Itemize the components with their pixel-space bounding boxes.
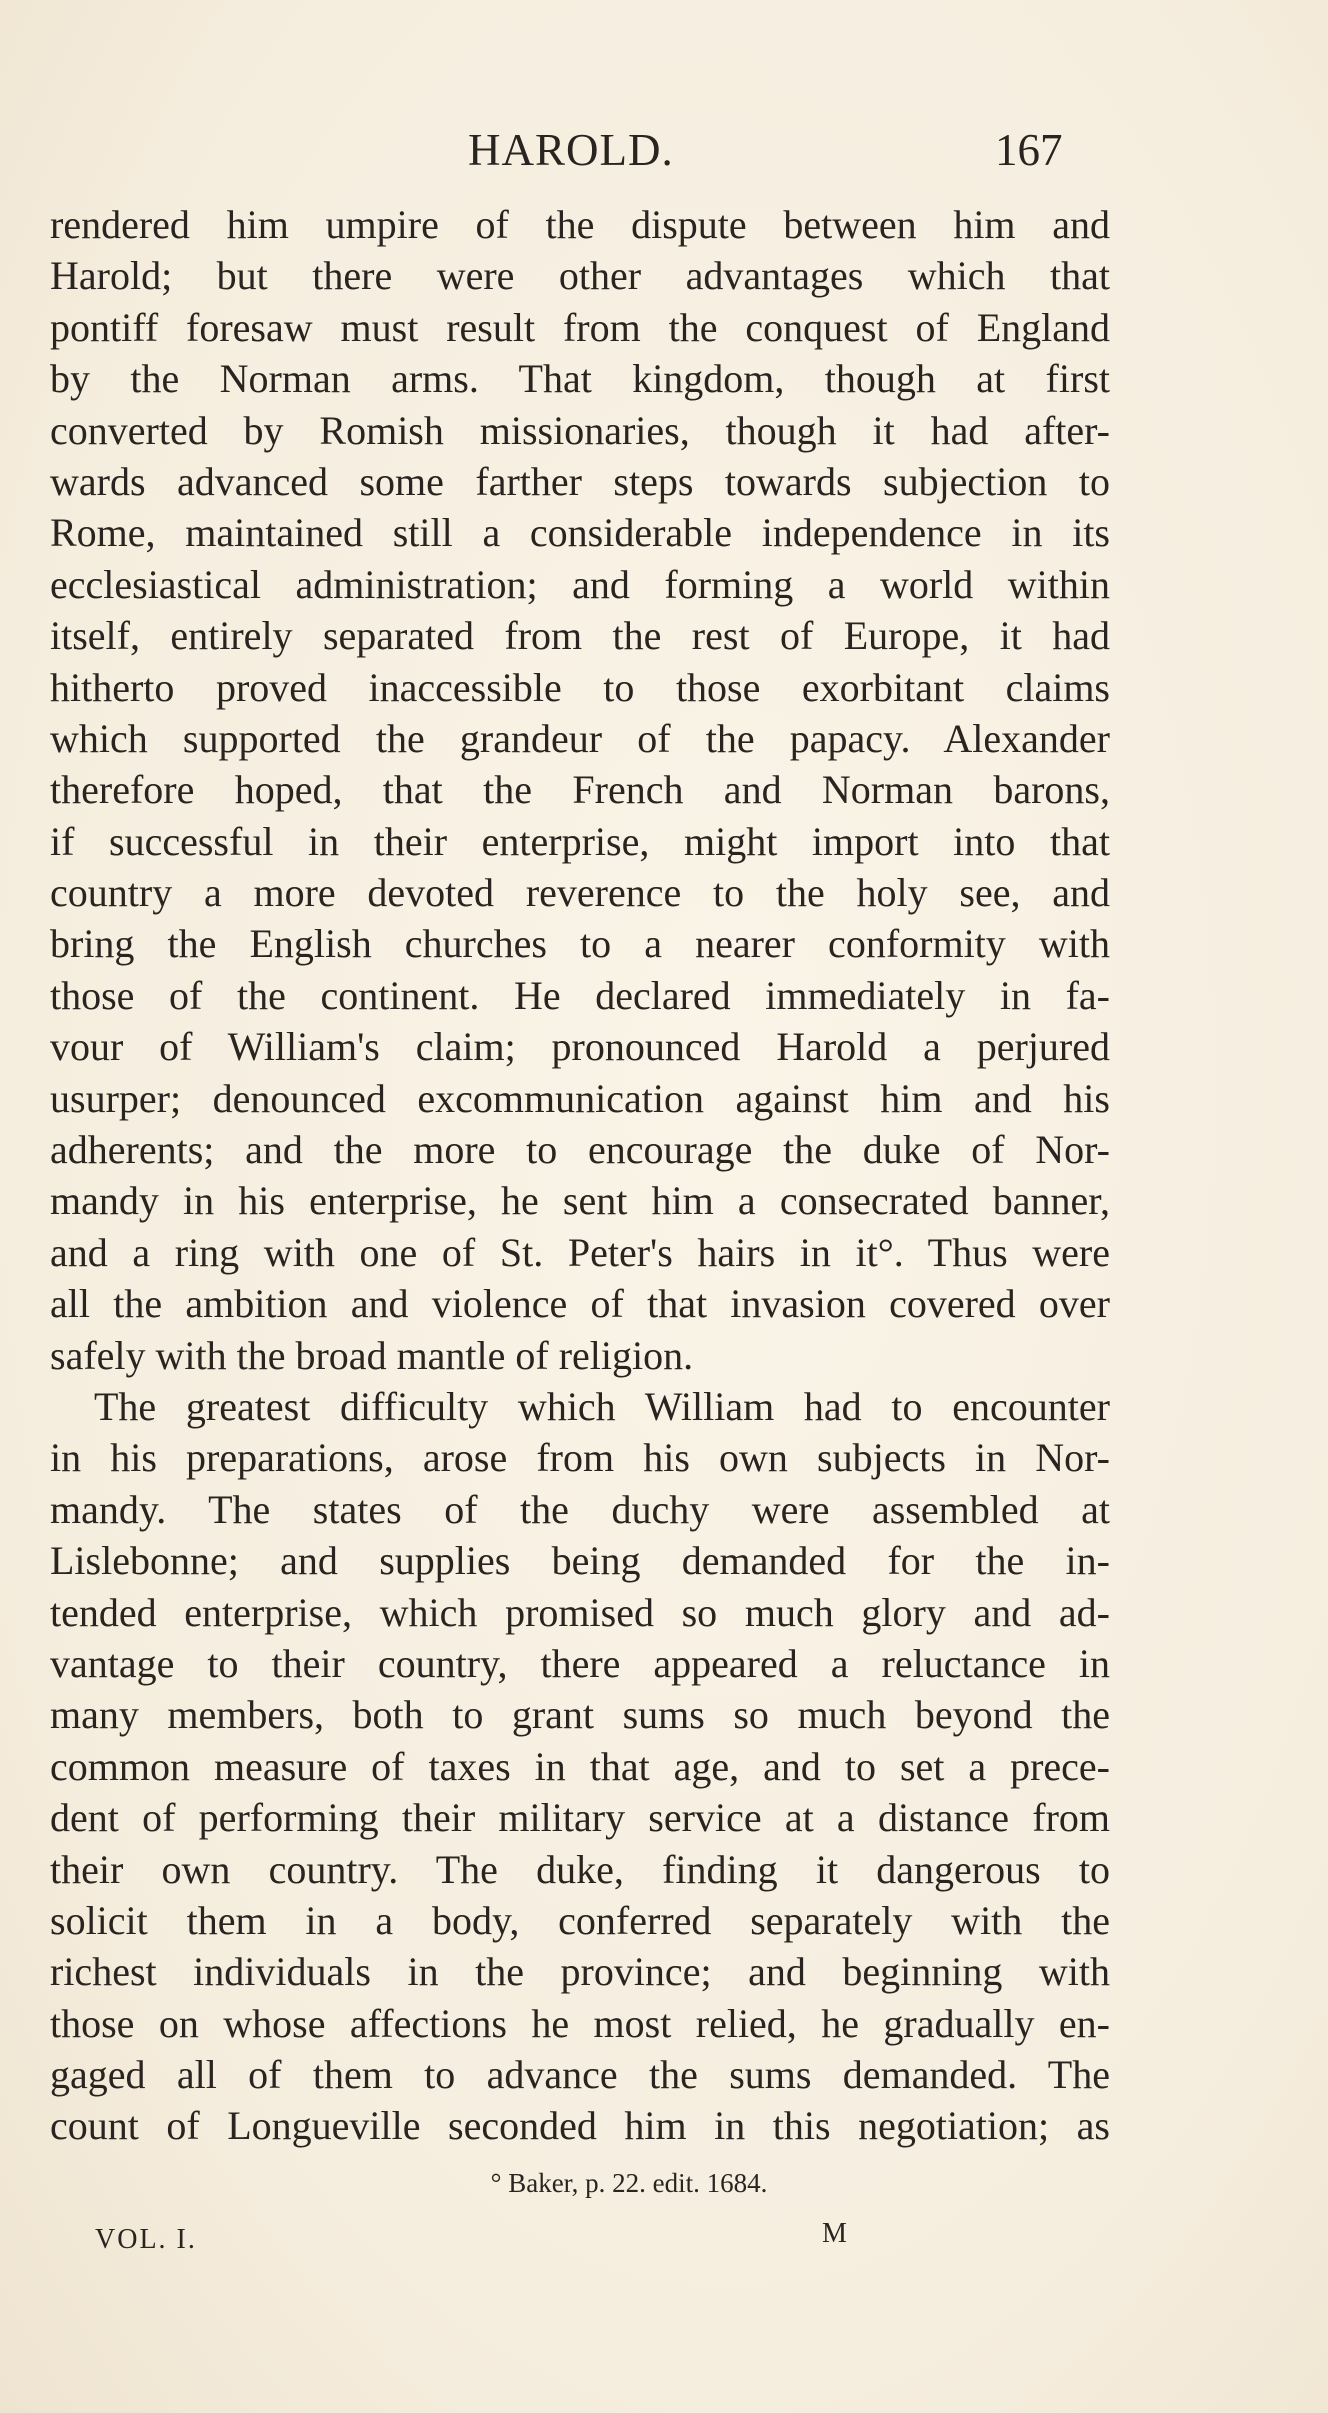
text-line: therefore hoped, that the French and Norman barons, [50, 767, 1110, 813]
text-line: mandy. The states of the duchy were assembled at [50, 1486, 1110, 1532]
text-line: mandy in his enterprise, he sent him a consecrated banner, [50, 1178, 1110, 1224]
text-line: count of Longueville seconded him in this negotiation; as [50, 2103, 1110, 2149]
paragraph-2 [50, 1381, 1110, 2152]
running-head-title: HAROLD. [468, 125, 674, 175]
text-line: country a more devoted reverence to the holy see, and [50, 870, 1110, 916]
text-line: and a ring with one of St. Peter's hairs in it°. Thus were [50, 1229, 1110, 1275]
text-line: those on whose affections he most relied, he gradually en- [50, 2000, 1110, 2046]
running-head [0, 120, 1328, 180]
text-line: dent of performing their military service at a distance from [50, 1795, 1110, 1841]
text-line: rendered him umpire of the dispute between him and [50, 202, 1110, 247]
text-line: safely with the broad mantle of religion. [50, 1332, 694, 1378]
text-line: gaged all of them to advance the sums demanded. The [50, 2052, 1110, 2098]
footnote-text: ° Baker, p. 22. edit. 1684. [490, 2168, 768, 2198]
text-line: The greatest difficulty which William had to encounter [94, 1383, 1110, 1429]
text-line: bring the English churches to a nearer conformity with [50, 921, 1110, 967]
text-line: tended enterprise, which promised so much glory and ad- [50, 1589, 1110, 1635]
signature-mark: M [822, 2218, 847, 2249]
text-line: richest individuals in the province; and beginning with [50, 1949, 1110, 1995]
body-text [50, 199, 1110, 2152]
text-line: ecclesiastical administration; and forming a world within [50, 561, 1110, 607]
text-line: usurper; denounced excommunication against him and his [50, 1075, 1110, 1121]
text-line: wards advanced some farther steps towards subjection to [50, 458, 1110, 504]
text-line: converted by Romish missionaries, though it had after- [50, 407, 1110, 453]
text-line: their own country. The duke, finding it dangerous to [50, 1846, 1110, 1892]
text-line: Harold; but there were other advantages which that [50, 253, 1110, 299]
text-line: many members, both to grant sums so much beyond the [50, 1692, 1110, 1738]
text-line: vour of William's claim; pronounced Harold a perjured [50, 1024, 1110, 1070]
text-line: by the Norman arms. That kingdom, though at first [50, 356, 1110, 402]
text-line: Lislebonne; and supplies being demanded for the in- [50, 1538, 1110, 1584]
text-line: if successful in their enterprise, might import into that [50, 818, 1110, 864]
text-line: those of the continent. He declared immediately in fa- [50, 972, 1110, 1018]
page-number: 167 [995, 125, 1063, 175]
text-line: itself, entirely separated from the rest of Europe, it had [50, 613, 1110, 659]
text-line: all the ambition and violence of that invasion covered over [50, 1281, 1110, 1327]
text-line: adherents; and the more to encourage the duke of Nor- [50, 1127, 1110, 1173]
text-line: vantage to their country, there appeared a reluctance in [50, 1640, 1110, 1686]
text-line: solicit them in a body, conferred separately with the [50, 1897, 1110, 1943]
text-line: common measure of taxes in that age, and to set a prece- [50, 1743, 1110, 1789]
text-line: in his preparations, arose from his own subjects in Nor- [50, 1435, 1110, 1481]
volume-signature: VOL. I. [95, 2224, 197, 2255]
text-line: which supported the grandeur of the papacy. Alexander [50, 715, 1110, 761]
footnote [0, 2163, 1328, 2203]
text-line: pontiff foresaw must result from the conquest of England [50, 304, 1110, 350]
paragraph-1 [50, 199, 1110, 1381]
text-line: Rome, maintained still a considerable independence in its [50, 510, 1110, 556]
text-line: hitherto proved inaccessible to those exorbitant claims [50, 664, 1110, 710]
